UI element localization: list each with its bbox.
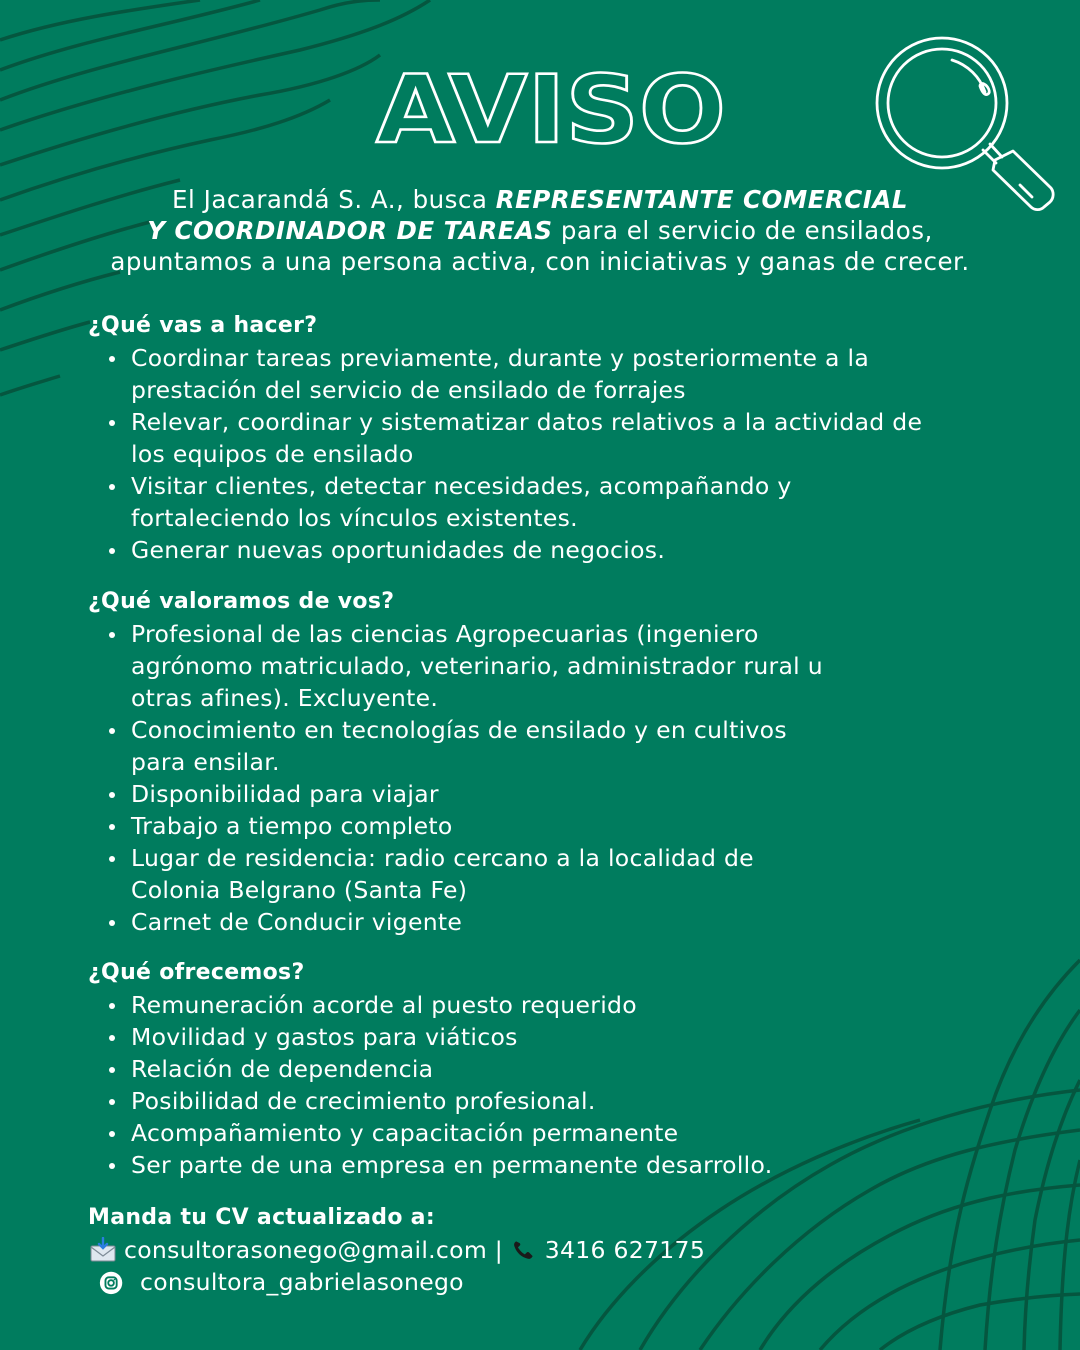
- list-item: [131, 470, 1048, 534]
- list-item-line: los equipos de ensilado: [131, 440, 414, 468]
- list-item: [131, 1117, 1048, 1149]
- intro-company: El Jacarandá S. A., busca: [172, 185, 496, 214]
- list-item: [131, 810, 1048, 842]
- offer-list: [88, 989, 1048, 1181]
- list-item-line: Remuneración acorde al puesto requerido: [131, 991, 637, 1019]
- section-offer: [88, 957, 1048, 1181]
- section-title: ¿Qué vas a hacer?: [88, 313, 318, 338]
- phone-icon: [511, 1237, 537, 1263]
- intro-line3: apuntamos a una persona activa, con iniciativas y ganas de crecer.: [110, 247, 970, 276]
- list-item: [131, 906, 1048, 938]
- contact-title: Manda tu CV actualizado a:: [88, 1205, 435, 1230]
- email-icon: [88, 1237, 118, 1263]
- list-item: [131, 534, 1048, 566]
- section-title: ¿Qué ofrecemos?: [88, 960, 305, 985]
- list-item-line: Relevar, coordinar y sistematizar datos relativos a la actividad de: [131, 408, 923, 436]
- section-tasks: [88, 310, 1048, 566]
- contact-line-instagram: [88, 1266, 988, 1298]
- phone-link[interactable]: 3416 627175: [544, 1236, 706, 1264]
- list-item-line: otras afines). Excluyente.: [131, 684, 439, 712]
- list-item-line: Generar nuevas oportunidades de negocios.: [131, 536, 666, 564]
- list-item: [131, 406, 1048, 470]
- list-item-line: fortaleciendo los vínculos existentes.: [131, 504, 578, 532]
- list-item-line: Ser parte de una empresa en permanente desarrollo.: [131, 1151, 773, 1179]
- list-item-line: prestación del servicio de ensilado de forrajes: [131, 376, 686, 404]
- list-item-line: Colonia Belgrano (Santa Fe): [131, 876, 468, 904]
- list-item-line: Trabajo a tiempo completo: [131, 812, 453, 840]
- intro-role-line2: Y COORDINADOR DE TAREAS: [147, 216, 553, 245]
- list-item-line: Carnet de Conducir vigente: [131, 908, 463, 936]
- list-item-line: Acompañamiento y capacitación permanente: [131, 1119, 679, 1147]
- contact-separator: |: [487, 1236, 511, 1264]
- list-item: [131, 1085, 1048, 1117]
- section-title: ¿Qué valoramos de vos?: [88, 589, 395, 614]
- contact-section: [88, 1202, 988, 1298]
- contact-line-email-phone: [88, 1234, 988, 1266]
- list-item: [131, 618, 1048, 714]
- list-item-line: Visitar clientes, detectar necesidades, acompañando y: [131, 472, 792, 500]
- list-item-line: Movilidad y gastos para viáticos: [131, 1023, 518, 1051]
- requirements-list: [88, 618, 1048, 938]
- section-requirements: [88, 586, 1048, 938]
- list-item-line: Disponibilidad para viajar: [131, 780, 439, 808]
- list-item: [131, 1021, 1048, 1053]
- list-item-line: Lugar de residencia: radio cercano a la localidad de: [131, 844, 754, 872]
- email-link[interactable]: consultorasonego@gmail.com: [124, 1236, 488, 1264]
- page-title: [370, 62, 732, 154]
- intro-after-role: para el servicio de ensilados,: [552, 216, 933, 245]
- list-item-line: Relación de dependencia: [131, 1055, 434, 1083]
- list-item-line: Coordinar tareas previamente, durante y posteriormente a la: [131, 344, 870, 372]
- list-item: [131, 714, 1048, 778]
- intro-paragraph: [30, 184, 1050, 277]
- list-item: [131, 842, 1048, 906]
- instagram-link[interactable]: consultora_gabrielasonego: [140, 1268, 464, 1296]
- intro-role-line1: REPRESENTANTE COMERCIAL: [495, 185, 908, 214]
- list-item-line: Profesional de las ciencias Agropecuarias (ingeniero: [131, 620, 759, 648]
- list-item: [131, 1149, 1048, 1181]
- list-item: [131, 1053, 1048, 1085]
- list-item-line: Posibilidad de crecimiento profesional.: [131, 1087, 596, 1115]
- instagram-icon: [98, 1269, 126, 1295]
- list-item-line: Conocimiento en tecnologías de ensilado y en cultivos: [131, 716, 787, 744]
- list-item-line: para ensilar.: [131, 748, 280, 776]
- list-item-line: agrónomo matriculado, veterinario, administrador rural u: [131, 652, 823, 680]
- list-item: [131, 989, 1048, 1021]
- title-text: AVISO: [376, 62, 726, 154]
- list-item: [131, 778, 1048, 810]
- list-item: [131, 342, 1048, 406]
- task-list: [88, 342, 1048, 566]
